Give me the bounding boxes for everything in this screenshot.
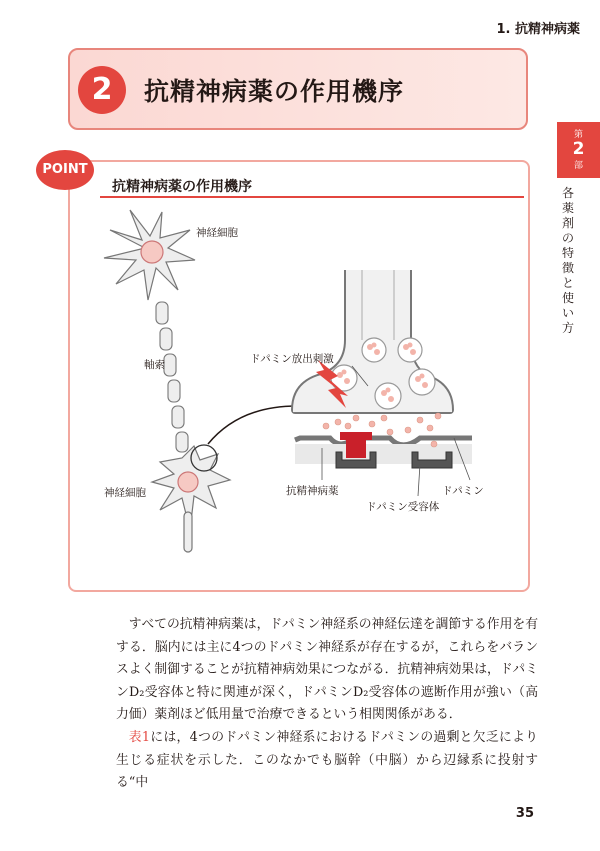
page-number: 35: [515, 806, 534, 821]
chapter-title: 抗精神病薬の作用機序: [144, 77, 405, 106]
side-tab-prefix: 第: [573, 130, 583, 140]
label-axon: 軸索: [144, 359, 165, 371]
body-text: [116, 614, 538, 795]
point-badge: POINT: [36, 150, 94, 190]
label-neuron-bottom: 神経細胞: [104, 487, 146, 499]
label-neuron-top: 神経細胞: [196, 227, 238, 239]
axon: [156, 302, 188, 452]
label-receptor: ドパミン受容体: [366, 501, 440, 513]
side-tab: [557, 122, 600, 178]
neuron-top: [104, 210, 195, 300]
body-paragraph-2: [116, 727, 538, 795]
label-dopamine: ドパミン: [442, 485, 484, 497]
zoom-arrow: [208, 406, 300, 444]
point-heading: 抗精神病薬の作用機序: [112, 179, 252, 195]
side-tab-label: 各薬剤の特徴と使い方: [562, 186, 575, 335]
chapter-number-badge: 2: [78, 66, 126, 114]
side-tab-number: 2: [572, 139, 585, 159]
label-dopamine-release: ドパミン放出刺激: [250, 353, 334, 365]
table-reference-link[interactable]: 表1: [128, 729, 151, 745]
body-paragraph-2-text: には，4つのドパミン神経系におけるドパミンの過剰と欠乏により生じる症状を示した．このなかでも脳幹（中脳）から辺縁系に投射する“中: [116, 729, 538, 791]
point-heading-rule: [100, 196, 524, 198]
body-paragraph-1: すべての抗精神病薬は，ドパミン神経系の神経伝達を調節する作用を有する．脳内には主に4つのドパミン神経系が存在するが，これらをバランスよく制御することが抗精神病効果につながる．抗精神病効果は，ドパミンD₂受容体と特に関連が深く，ドパミンD₂受容体の遮断作用が強い（高力価）薬剤ほど低用量で治療できるという相関関係がある．: [116, 617, 538, 723]
side-tab-suffix: 部: [573, 161, 583, 171]
label-antipsychotic: 抗精神病薬: [286, 485, 339, 497]
mechanism-diagram: [90, 200, 510, 570]
running-head: 1. 抗精神病薬: [496, 22, 580, 37]
